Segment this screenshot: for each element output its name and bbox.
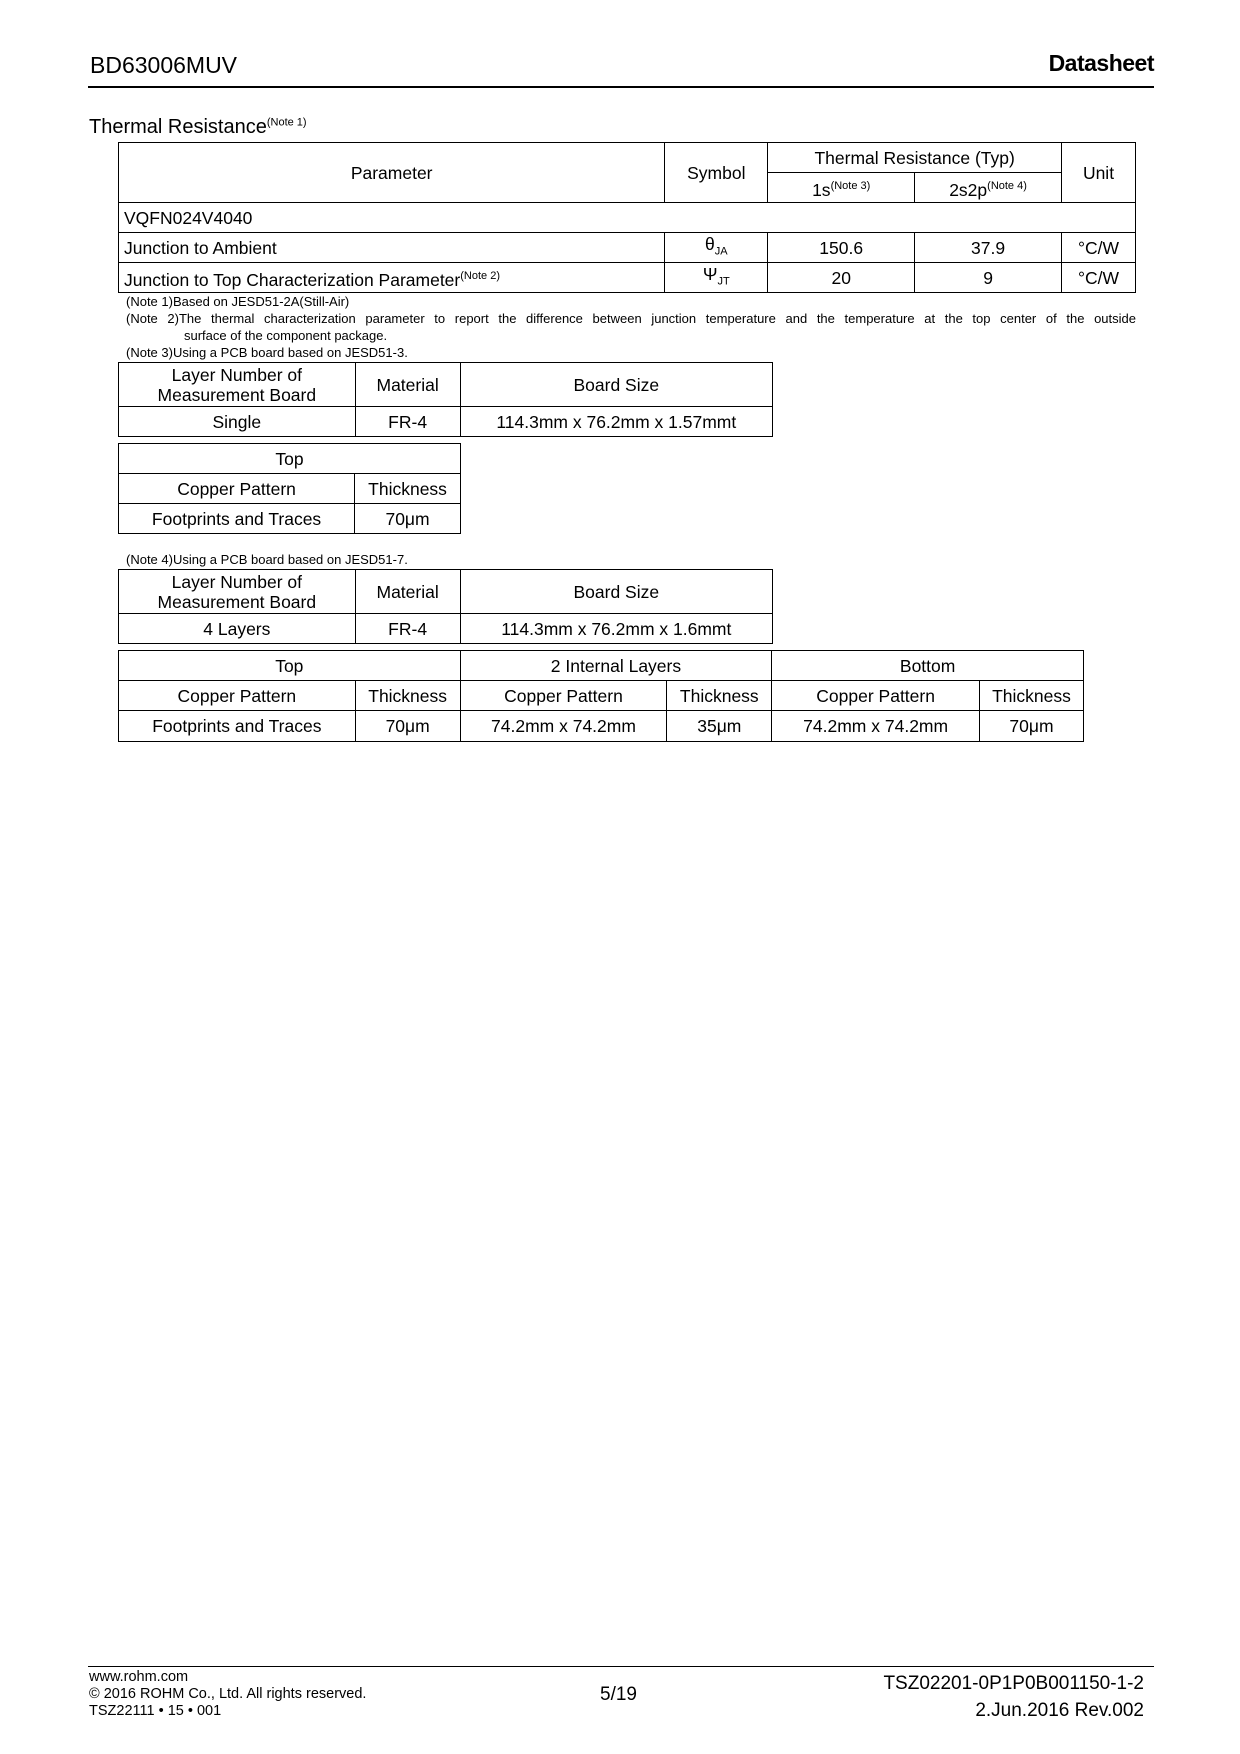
footer-website: www.rohm.com [89, 1669, 189, 1685]
material-value: FR-4 [355, 407, 460, 437]
head-copper-pattern: Copper Pattern [772, 681, 980, 711]
head-copper-pattern: Copper Pattern [119, 681, 356, 711]
table-row [119, 233, 1136, 263]
head-material: Material [355, 363, 460, 407]
copper-pattern-value: Footprints and Traces [119, 504, 355, 534]
board-2s2p-table [118, 569, 773, 644]
note-1: (Note 1)Based on JESD51-2A(Still-Air) [126, 294, 350, 309]
footer-left [89, 1669, 366, 1720]
section-title [89, 116, 307, 139]
top-thickness-value: 70μm [355, 711, 460, 742]
head-board-size: Board Size [460, 363, 772, 407]
layer-value: Single [119, 407, 356, 437]
row-parameter-note: (Note 2) [460, 269, 500, 282]
row-value-1s: 150.6 [768, 233, 915, 263]
row-value-2s2p: 9 [915, 263, 1062, 293]
copper-1s-table [118, 443, 461, 534]
row-parameter: Junction to Ambient [119, 233, 665, 263]
board-1s-table [118, 362, 773, 437]
head-board-size: Board Size [460, 570, 772, 614]
head-2s2p [915, 173, 1062, 203]
revision: 2.Jun.2016 Rev.002 [975, 1700, 1144, 1721]
head-internal-layers: 2 Internal Layers [460, 651, 772, 681]
head-1s [768, 173, 915, 203]
internal-thickness-value: 35μm [667, 711, 772, 742]
head-2s2p-note: (Note 4) [987, 179, 1027, 192]
doc-number: TSZ02201-0P1P0B001150-1-2 [883, 1673, 1144, 1694]
row-unit: °C/W [1062, 233, 1136, 263]
row-symbol [665, 263, 768, 293]
head-layer-line2: Measurement Board [157, 591, 317, 612]
material-value: FR-4 [355, 614, 460, 644]
copper-2s2p-table [118, 650, 1084, 742]
head-thickness: Thickness [667, 681, 772, 711]
bottom-pattern-value: 74.2mm x 74.2mm [772, 711, 980, 742]
note-3: (Note 3)Using a PCB board based on JESD51-3. [126, 345, 408, 360]
head-copper-pattern: Copper Pattern [119, 474, 355, 504]
header-rule [88, 86, 1154, 88]
symbol-glyph: θ [705, 233, 715, 254]
symbol-subscript: JA [714, 245, 728, 258]
head-parameter: Parameter [119, 143, 665, 203]
head-layer-number [119, 570, 356, 614]
note-4: (Note 4)Using a PCB board based on JESD51-7. [126, 552, 408, 567]
row-symbol [665, 233, 768, 263]
head-top: Top [119, 444, 461, 474]
symbol-glyph: Ψ [702, 263, 718, 284]
row-value-1s: 20 [768, 263, 915, 293]
layer-value: 4 Layers [119, 614, 356, 644]
section-title-text: Thermal Resistance [89, 116, 267, 138]
row-parameter [119, 263, 665, 293]
row-unit: °C/W [1062, 263, 1136, 293]
head-1s-note: (Note 3) [830, 179, 871, 192]
head-layer-line2: Measurement Board [157, 384, 317, 405]
head-thickness: Thickness [355, 681, 460, 711]
part-number: BD63006MUV [90, 52, 238, 78]
head-bottom: Bottom [772, 651, 1084, 681]
head-layer-number [119, 363, 356, 407]
section-title-note: (Note 1) [266, 116, 307, 129]
package-name: VQFN024V4040 [119, 203, 1136, 233]
row-parameter-text: Junction to Top Characterization Parameter [124, 269, 461, 290]
bottom-thickness-value: 70μm [979, 711, 1083, 742]
head-unit: Unit [1062, 143, 1136, 203]
board-size-value: 114.3mm x 76.2mm x 1.6mmt [460, 614, 772, 644]
note-2-line-2: surface of the component package. [184, 328, 388, 343]
note-2-line-1: (Note 2)The thermal characterization parameter to report the difference between junction temperature and the temperature at the top center of the outside [126, 311, 1136, 326]
thermal-resistance-table [118, 142, 1136, 293]
doc-type: Datasheet [1048, 50, 1154, 76]
head-1s-label: 1s [812, 179, 831, 200]
head-layer-line1: Layer Number of [171, 364, 302, 385]
table-row [119, 263, 1136, 293]
page-number: 5/19 [600, 1684, 637, 1705]
footer-right [883, 1670, 1144, 1724]
head-layer-line1: Layer Number of [171, 571, 302, 592]
internal-pattern-value: 74.2mm x 74.2mm [460, 711, 667, 742]
head-thickness: Thickness [355, 474, 461, 504]
footer-copyright: © 2016 ROHM Co., Ltd. All rights reserved. [89, 1686, 367, 1702]
head-2s2p-label: 2s2p [949, 179, 988, 200]
symbol-subscript: JT [717, 275, 730, 288]
head-thermal-resistance: Thermal Resistance (Typ) [768, 143, 1062, 173]
head-thickness: Thickness [979, 681, 1083, 711]
board-size-value: 114.3mm x 76.2mm x 1.57mmt [460, 407, 772, 437]
head-symbol: Symbol [665, 143, 768, 203]
footer-rule [88, 1666, 1154, 1667]
head-material: Material [355, 570, 460, 614]
head-copper-pattern: Copper Pattern [460, 681, 667, 711]
head-top: Top [119, 651, 461, 681]
thickness-value: 70μm [355, 504, 461, 534]
footer-form-code: TSZ22111 • 15 • 001 [89, 1703, 222, 1719]
top-pattern-value: Footprints and Traces [119, 711, 356, 742]
row-value-2s2p: 37.9 [915, 233, 1062, 263]
